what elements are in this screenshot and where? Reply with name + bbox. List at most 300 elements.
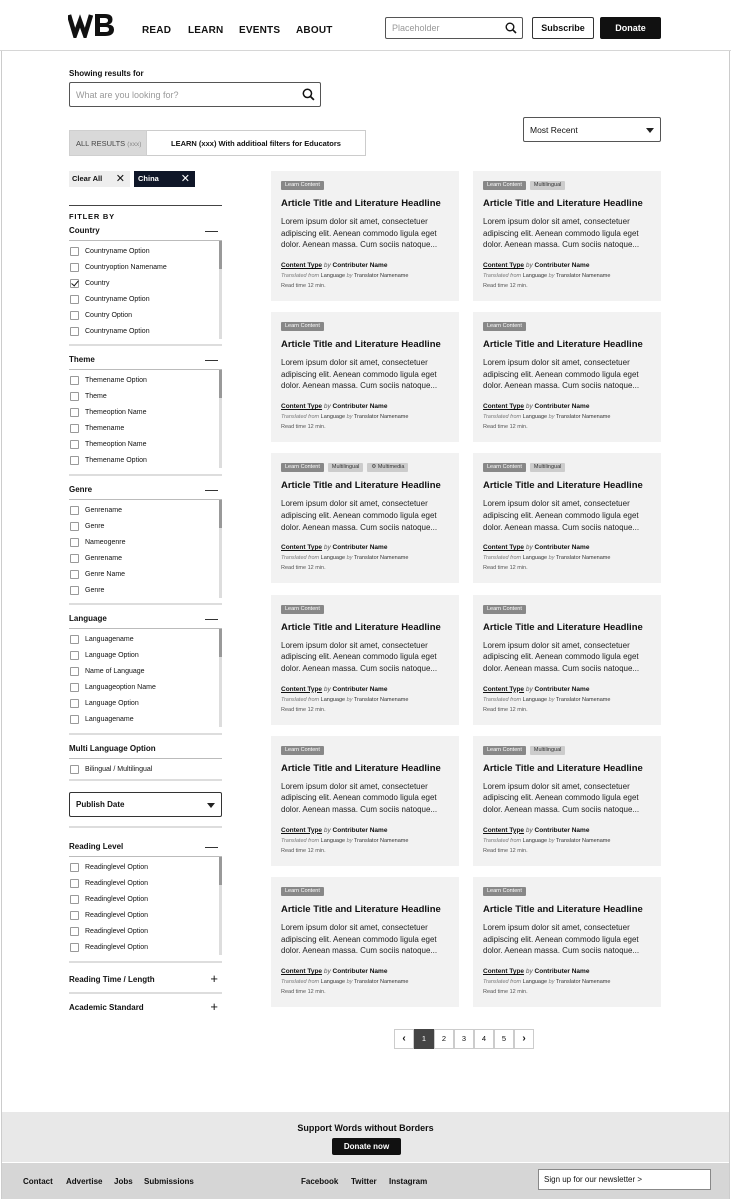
by-label: by [548, 273, 555, 279]
card-excerpt: Lorem ipsum dolor sit amet, consectetuer adipiscing elit. Aenean commodo ligula eget dolor. Aenean massa. Cum sociis natoque... [281, 217, 438, 250]
checkbox-checked[interactable] [70, 279, 79, 288]
option-label: Genrename [85, 506, 122, 514]
article-card[interactable] [271, 595, 459, 725]
filter-option[interactable] [69, 711, 222, 727]
card-byline [281, 827, 387, 834]
checkbox[interactable] [70, 586, 79, 595]
filter-theme-label: Theme [69, 355, 95, 364]
checkbox[interactable] [70, 522, 79, 531]
checkbox[interactable] [70, 911, 79, 920]
option-label: Languageoption Name [85, 683, 156, 691]
content-type-link[interactable]: Content Type [483, 403, 525, 411]
card-tag-label: Learn Content [285, 746, 320, 753]
article-card[interactable] [271, 453, 459, 583]
card-translation [483, 697, 610, 703]
card-tag-label: Learn Content [285, 888, 320, 894]
card-tag-label: Learn Content [285, 182, 320, 188]
filter-option[interactable] [69, 404, 222, 420]
filter-option[interactable] [69, 859, 222, 875]
checkbox[interactable] [70, 651, 79, 660]
card-translation [281, 979, 408, 985]
card-tag [483, 887, 526, 896]
translated-from-label: Translated from [483, 696, 522, 703]
filter-reading-time-label: Reading Time / Length [69, 975, 155, 984]
filter-option[interactable] [69, 695, 222, 711]
checkbox[interactable] [70, 879, 79, 888]
card-tag [367, 463, 408, 472]
filter-option[interactable] [69, 566, 222, 582]
filter-option[interactable] [69, 875, 222, 891]
contributor-name[interactable]: Contributer Name [332, 685, 388, 693]
content-type-link[interactable]: Content Type [483, 968, 525, 975]
by-label: by [525, 403, 533, 411]
translator-name: Translator Namename [555, 273, 611, 279]
page-2[interactable]: 2 [434, 1029, 454, 1049]
contributor-name[interactable]: Contributer Name [332, 403, 388, 411]
next-page-button[interactable]: › [514, 1029, 534, 1049]
footer-link-facebook[interactable]: Facebook [301, 1177, 339, 1186]
minus-icon[interactable]: — [205, 839, 218, 854]
contributor-name[interactable]: Contributer Name [534, 685, 590, 693]
filter-academic-header[interactable] [69, 999, 222, 1017]
prev-page-button[interactable]: ‹ [394, 1029, 414, 1049]
option-label: Themename Option [85, 376, 147, 384]
filter-language-header[interactable] [69, 611, 222, 628]
checkbox[interactable] [70, 715, 79, 724]
content-type-link[interactable]: Content Type [281, 262, 323, 269]
checkbox[interactable] [70, 295, 79, 304]
checkbox[interactable] [70, 570, 79, 579]
by-label: by [346, 979, 353, 985]
card-tags [281, 887, 324, 896]
option-label: Themename Option [85, 457, 147, 465]
card-tag-label: Learn Content [487, 605, 522, 612]
filter-option[interactable] [69, 939, 222, 955]
option-label: Genre [85, 587, 105, 595]
translated-from-label: Translated from [483, 555, 522, 562]
by-label: by [323, 968, 331, 975]
filter-option[interactable] [69, 663, 222, 679]
footer-link-twitter[interactable]: Twitter [351, 1177, 377, 1186]
footer-link-advertise[interactable]: Advertise [66, 1177, 103, 1186]
filter-option[interactable] [69, 502, 222, 518]
filter-genre-label: Genre [69, 485, 93, 494]
option-label: Readinglevel Option [85, 911, 149, 919]
card-translation [281, 697, 408, 703]
card-title[interactable]: Article Title and Literature Headline [483, 904, 643, 915]
sort-select[interactable] [523, 117, 661, 142]
card-translation [281, 838, 408, 844]
card-tag-label: Learn Content [487, 182, 522, 188]
contributor-name[interactable]: Contributer Name [332, 262, 388, 269]
header-search-input[interactable] [385, 17, 523, 39]
article-card[interactable] [473, 312, 661, 442]
newsletter-signup-input[interactable]: Sign up for our newsletter > [538, 1169, 711, 1190]
option-label: Themeoption Name [85, 440, 147, 448]
footer-link-submissions[interactable]: Submissions [144, 1177, 194, 1186]
by-label: by [346, 837, 353, 844]
filter-option[interactable] [69, 420, 222, 436]
content-type-link[interactable]: Content Type [281, 544, 323, 552]
card-title[interactable]: Article Title and Literature Headline [281, 621, 441, 633]
content-type-link[interactable]: Content Type [483, 544, 525, 552]
card-translation [483, 555, 610, 561]
search-icon[interactable] [302, 88, 315, 101]
content-type-link[interactable]: Content Type [483, 262, 525, 269]
card-byline [483, 968, 589, 975]
card-title[interactable]: Article Title and Literature Headline [483, 762, 643, 774]
contributor-name[interactable]: Contributer Name [332, 826, 388, 834]
filter-language-label: Language [69, 614, 107, 623]
card-excerpt: Lorem ipsum dolor sit amet, consectetuer adipiscing elit. Aenean commodo ligula eget dolor. Aenean massa. Cum sociis natoque... [281, 640, 438, 673]
translated-from-label: Translated from [483, 273, 522, 279]
card-excerpt: Lorem ipsum dolor sit amet, consectetuer adipiscing elit. Aenean commodo ligula eget dolor. Aenean massa. Cum sociis natoque... [483, 781, 640, 814]
filter-option[interactable] [69, 388, 222, 404]
scrollbar-thumb[interactable] [219, 500, 222, 528]
support-title: Support Words without Borders [297, 1123, 434, 1133]
scrollbar[interactable] [219, 500, 222, 598]
card-title[interactable]: Article Title and Literature Headline [281, 904, 441, 915]
option-label: Readinglevel Option [85, 927, 149, 935]
checkbox[interactable] [70, 765, 79, 774]
by-label: by [323, 544, 331, 552]
content-type-link[interactable]: Content Type [281, 403, 323, 411]
option-label: Readinglevel Option [85, 879, 149, 887]
scrollbar[interactable] [219, 629, 222, 727]
publish-date-label: Publish Date [76, 800, 125, 809]
checkbox[interactable] [70, 392, 79, 401]
language-name: Language [320, 837, 346, 844]
content-type-link[interactable]: Content Type [281, 685, 323, 693]
wwb-logo[interactable] [68, 12, 116, 38]
card-excerpt: Lorem ipsum dolor sit amet, consectetuer adipiscing elit. Aenean commodo ligula eget dolor. Aenean massa. Cum sociis natoque... [281, 923, 438, 956]
card-tags [483, 746, 565, 755]
card-title[interactable]: Article Title and Literature Headline [483, 621, 643, 633]
filter-option[interactable] [69, 518, 222, 534]
language-name: Language [522, 414, 548, 421]
checkbox[interactable] [70, 408, 79, 417]
pagination [394, 1029, 534, 1049]
checkbox[interactable] [70, 376, 79, 385]
subscribe-button[interactable]: Subscribe [532, 17, 594, 39]
plus-icon[interactable]: + [210, 999, 218, 1014]
filter-reading-level-label: Reading Level [69, 842, 124, 851]
card-tag [530, 463, 566, 472]
checkbox[interactable] [70, 311, 79, 320]
by-label: by [346, 414, 353, 421]
contributor-name[interactable]: Contributer Name [332, 968, 388, 975]
card-tag-label: Learn Content [487, 888, 522, 894]
filter-multi-label: Multi Language Option [69, 744, 156, 753]
card-title[interactable]: Article Title and Literature Headline [483, 480, 643, 492]
card-tag [281, 322, 324, 331]
filter-language-options [69, 629, 222, 728]
checkbox[interactable] [70, 263, 79, 272]
filter-theme-options [69, 370, 222, 469]
checkbox[interactable] [70, 538, 79, 547]
filter-option[interactable] [69, 534, 222, 550]
donate-now-button[interactable]: Donate now [332, 1138, 401, 1155]
card-read-time: Read time 12 min. [483, 706, 528, 713]
card-tag-label: Learn Content [487, 464, 522, 471]
filter-genre-options [69, 500, 222, 599]
card-byline [483, 827, 589, 834]
card-translation [483, 838, 610, 844]
article-card[interactable] [271, 736, 459, 866]
option-label: Countryoption Namename [85, 263, 167, 271]
option-label: Country Option [85, 311, 133, 319]
filter-option[interactable] [69, 436, 222, 452]
article-card[interactable] [473, 736, 661, 866]
filter-option[interactable] [69, 631, 222, 647]
minus-icon[interactable]: — [205, 223, 218, 238]
card-read-time: Read time 12 min. [483, 283, 528, 289]
content-type-link[interactable]: Content Type [281, 968, 323, 975]
by-label: by [346, 273, 353, 279]
checkbox[interactable] [70, 895, 79, 904]
translator-name: Translator Namename [353, 414, 409, 421]
option-label: Language Option [85, 651, 139, 659]
scrollbar-thumb[interactable] [219, 370, 222, 398]
footer-link-instagram[interactable]: Instagram [389, 1177, 428, 1186]
checkbox[interactable] [70, 667, 79, 676]
language-name: Language [522, 555, 548, 562]
filter-option[interactable] [69, 550, 222, 566]
option-label: Country [85, 279, 110, 287]
translator-name: Translator Namename [353, 837, 409, 844]
by-label: by [323, 826, 331, 834]
card-read-time: Read time 12 min. [483, 565, 528, 572]
filter-option[interactable] [69, 761, 222, 777]
checkbox[interactable] [70, 327, 79, 336]
card-tag-label: Multilingual [533, 182, 562, 188]
divider [69, 474, 222, 476]
card-tag [483, 605, 526, 614]
translated-from-label: Translated from [281, 979, 320, 985]
option-label: Countryname Option [85, 295, 150, 303]
checkbox[interactable] [70, 424, 79, 433]
translator-name: Translator Namename [353, 979, 409, 985]
nav-events[interactable]: EVENTS [239, 25, 281, 36]
article-card[interactable] [473, 453, 661, 583]
nav-about[interactable]: ABOUT [296, 25, 333, 36]
contributor-name[interactable]: Contributer Name [534, 968, 590, 975]
option-label: Countryname Option [85, 247, 150, 255]
option-label: Themename [85, 424, 125, 432]
language-name: Language [320, 414, 346, 421]
card-tags [281, 746, 324, 755]
page-3[interactable]: 3 [454, 1029, 474, 1049]
contributor-name[interactable]: Contributer Name [534, 262, 590, 269]
translator-name: Translator Namename [555, 979, 611, 985]
filter-reading-time-header[interactable] [69, 971, 222, 989]
checkbox[interactable] [70, 456, 79, 465]
card-translation [483, 979, 610, 985]
filter-theme-header[interactable] [69, 352, 222, 369]
card-read-time: Read time 12 min. [483, 424, 528, 431]
card-tag-label: Learn Content [487, 746, 522, 753]
page-1[interactable]: 1 [414, 1029, 434, 1049]
filter-option[interactable] [69, 923, 222, 939]
article-card[interactable] [271, 171, 459, 301]
clear-all-chip[interactable] [69, 171, 130, 187]
filter-academic [69, 999, 222, 1017]
nav-learn[interactable]: LEARN [188, 25, 224, 36]
filter-genre-header[interactable] [69, 482, 222, 499]
card-title[interactable]: Article Title and Literature Headline [281, 339, 441, 351]
filter-option[interactable] [69, 259, 222, 275]
by-label: by [525, 826, 533, 834]
scrollbar-thumb[interactable] [219, 241, 222, 269]
filter-option[interactable] [69, 647, 222, 663]
filter-option[interactable] [69, 323, 222, 339]
card-title[interactable]: Article Title and Literature Headline [281, 480, 441, 492]
tab-learn[interactable]: LEARN (xxx) With additioal filters for Educators [147, 130, 366, 156]
language-name: Language [320, 273, 346, 279]
filter-multi-options [69, 759, 222, 777]
filter-reading-level-header[interactable] [69, 839, 222, 856]
card-title[interactable]: Article Title and Literature Headline [281, 762, 441, 774]
by-label: by [323, 262, 331, 269]
by-label: by [525, 544, 533, 552]
content-type-link[interactable]: Content Type [281, 826, 323, 834]
language-name: Language [320, 696, 346, 703]
checkbox[interactable] [70, 863, 79, 872]
main-search-input[interactable] [69, 82, 321, 107]
active-filter-chip[interactable] [134, 171, 195, 187]
card-tags [281, 463, 408, 472]
content-type-link[interactable]: Content Type [483, 685, 525, 693]
search-icon[interactable] [505, 22, 517, 34]
card-tag [281, 746, 324, 755]
card-tag-label: Multilingual [533, 464, 562, 471]
close-icon[interactable]: ✕ [180, 173, 190, 185]
card-tag [328, 463, 364, 472]
support-banner [2, 1112, 729, 1162]
article-card[interactable] [271, 312, 459, 442]
filter-reading-time [69, 971, 222, 989]
minus-icon[interactable]: — [205, 482, 218, 497]
footer-link-contact[interactable]: Contact [23, 1177, 53, 1186]
card-byline [281, 686, 387, 693]
footer-link-jobs[interactable]: Jobs [114, 1177, 133, 1186]
filter-option[interactable] [69, 372, 222, 388]
checkbox[interactable] [70, 927, 79, 936]
article-card[interactable] [473, 171, 661, 301]
card-title[interactable]: Article Title and Literature Headline [483, 339, 643, 351]
filter-option[interactable] [69, 679, 222, 695]
checkbox[interactable] [70, 699, 79, 708]
option-label: Readinglevel Option [85, 944, 149, 952]
card-excerpt: Lorem ipsum dolor sit amet, consectetuer adipiscing elit. Aenean commodo ligula eget dolor. Aenean massa. Cum sociis natoque... [281, 499, 438, 532]
language-name: Language [320, 979, 346, 985]
filter-option[interactable] [69, 307, 222, 323]
contributor-name[interactable]: Contributer Name [534, 544, 590, 552]
contributor-name[interactable]: Contributer Name [332, 544, 388, 552]
article-card[interactable] [271, 877, 459, 1007]
checkbox[interactable] [70, 943, 79, 952]
card-title[interactable]: Article Title and Literature Headline [483, 198, 643, 209]
card-tag [483, 463, 526, 472]
divider [69, 779, 222, 781]
scrollbar-thumb[interactable] [219, 857, 222, 885]
filter-option[interactable] [69, 275, 222, 291]
checkbox[interactable] [70, 554, 79, 563]
card-excerpt: Lorem ipsum dolor sit amet, consectetuer adipiscing elit. Aenean commodo ligula eget dolor. Aenean massa. Cum sociis natoque... [483, 499, 640, 532]
checkbox[interactable] [70, 440, 79, 449]
filter-option[interactable] [69, 907, 222, 923]
filter-option[interactable] [69, 582, 222, 598]
scrollbar[interactable] [219, 241, 222, 339]
filter-reading-level-options [69, 857, 222, 956]
page-4[interactable]: 4 [474, 1029, 494, 1049]
translated-from-label: Translated from [483, 837, 522, 844]
translated-from-label: Translated from [483, 979, 522, 985]
minus-icon[interactable]: — [205, 611, 218, 626]
card-tag [483, 746, 526, 755]
card-tags [281, 322, 324, 331]
header-search-placeholder: Placeholder [392, 23, 440, 33]
translated-from-label: Translated from [281, 273, 320, 279]
translated-from-label: Translated from [281, 837, 320, 844]
by-label: by [548, 696, 555, 703]
translator-name: Translator Namename [353, 273, 409, 279]
publish-date-select[interactable] [69, 792, 222, 817]
option-label: Languagename [85, 716, 134, 724]
card-title[interactable]: Article Title and Literature Headline [281, 198, 441, 209]
checkbox[interactable] [70, 683, 79, 692]
filter-option[interactable] [69, 243, 222, 259]
card-tag [281, 605, 324, 614]
language-name: Language [522, 273, 548, 279]
scrollbar[interactable] [219, 857, 222, 955]
filter-option[interactable] [69, 891, 222, 907]
content-type-link[interactable]: Content Type [483, 826, 525, 834]
tab-all-results[interactable] [69, 130, 147, 156]
checkbox[interactable] [70, 247, 79, 256]
card-byline [483, 544, 589, 551]
checkbox[interactable] [70, 506, 79, 515]
scrollbar-thumb[interactable] [219, 629, 222, 657]
checkbox[interactable] [70, 635, 79, 644]
card-read-time: Read time 12 min. [483, 989, 528, 995]
close-icon[interactable]: ✕ [115, 173, 125, 185]
sort-value: Most Recent [530, 125, 578, 135]
by-label: by [548, 414, 555, 421]
filter-option[interactable] [69, 291, 222, 307]
filter-option[interactable] [69, 452, 222, 468]
card-read-time: Read time 12 min. [281, 847, 326, 854]
article-card[interactable] [473, 877, 661, 1007]
page-5[interactable]: 5 [494, 1029, 514, 1049]
card-tags [483, 887, 526, 896]
nav-read[interactable]: READ [142, 25, 172, 36]
card-excerpt: Lorem ipsum dolor sit amet, consectetuer adipiscing elit. Aenean commodo ligula eget dolor. Aenean massa. Cum sociis natoque... [483, 923, 640, 956]
minus-icon[interactable]: — [205, 352, 218, 367]
card-read-time: Read time 12 min. [281, 424, 326, 431]
donate-button[interactable]: Donate [600, 17, 661, 39]
contributor-name[interactable]: Contributer Name [534, 826, 590, 834]
contributor-name[interactable]: Contributer Name [534, 403, 590, 411]
plus-icon[interactable]: + [210, 971, 218, 986]
card-tags [483, 181, 565, 190]
card-tag [530, 746, 566, 755]
article-card[interactable] [473, 595, 661, 725]
card-excerpt: Lorem ipsum dolor sit amet, consectetuer adipiscing elit. Aenean commodo ligula eget dolor. Aenean massa. Cum sociis natoque... [483, 217, 640, 250]
scrollbar[interactable] [219, 370, 222, 468]
divider [69, 733, 222, 735]
filter-country-header[interactable] [69, 223, 222, 240]
